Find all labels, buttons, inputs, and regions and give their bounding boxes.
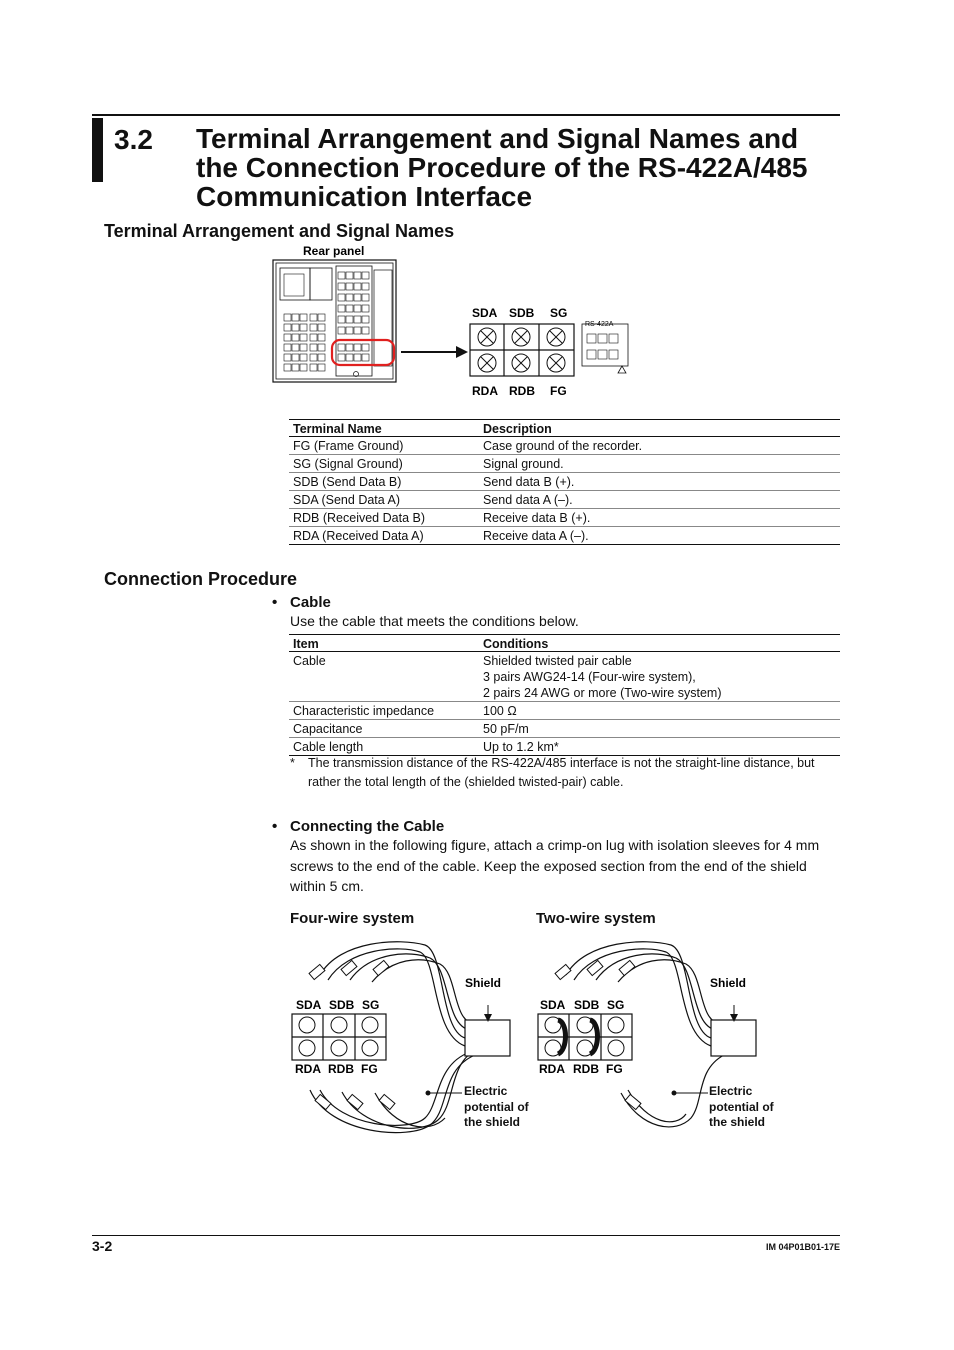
terminal-label-sda: SDA: [472, 306, 498, 320]
connecting-subheading: [272, 818, 444, 835]
table-cell: Receive data A (–).: [479, 527, 840, 545]
table-row: [289, 738, 840, 756]
two-wire-label-sdb: SDB: [574, 998, 600, 1012]
table-cell: SG (Signal Ground): [289, 455, 479, 473]
rear-panel-figure: [268, 240, 638, 400]
terminal-heading: Terminal Arrangement and Signal Names: [104, 221, 455, 241]
table-header: Item: [289, 635, 479, 652]
table-header: Description: [479, 420, 840, 437]
four-wire-shield-label: Shield: [465, 976, 502, 990]
table-cell: Cable: [289, 652, 479, 702]
terminal-label-rdb: RDB: [509, 384, 535, 398]
table-cell: Case ground of the recorder.: [479, 437, 840, 455]
bullet: •: [272, 594, 278, 611]
table-cell: Characteristic impedance: [289, 702, 479, 720]
table-cell: RDB (Received Data B): [289, 509, 479, 527]
page-number: 3-2: [92, 1238, 113, 1254]
table-row: [289, 527, 840, 545]
two-wire-label-fg: FG: [606, 1062, 623, 1076]
terminal-label-rda: RDA: [472, 384, 498, 398]
table-row: [289, 509, 840, 527]
table-cell: Shielded twisted pair cable 3 pairs AWG24-14 (Four-wire system), 2 pairs 24 AWG or more (Two-wire system): [479, 652, 840, 702]
connection-heading: Connection Procedure: [104, 569, 298, 589]
table-cell: 50 pF/m: [479, 720, 840, 738]
terminal-table: [289, 419, 840, 545]
document-id: IM 04P01B01-17E: [765, 1242, 840, 1252]
two-wire-label-sg: SG: [607, 998, 625, 1012]
table-cell: RDA (Received Data A): [289, 527, 479, 545]
four-wire-label-sg: SG: [362, 998, 380, 1012]
table-cell: Send data B (+).: [479, 473, 840, 491]
four-wire-potential-label: Electric potential of the shield: [464, 1084, 529, 1129]
table-cell: Cable length: [289, 738, 479, 756]
section-number: 3.2: [114, 124, 153, 155]
rear-panel-label: Rear panel: [303, 244, 365, 258]
table-row: [289, 473, 840, 491]
two-wire-label-sda: SDA: [540, 998, 566, 1012]
table-row: [289, 702, 840, 720]
table-cell: Receive data B (+).: [479, 509, 840, 527]
footnote-text: The transmission distance of the RS-422A/485 interface is not the straight-line distance, but rather the total length of the (shielded twisted-pair) cable.: [308, 756, 815, 789]
two-wire-shield-label: Shield: [710, 976, 747, 990]
cable-subheading: [272, 594, 331, 611]
terminal-label-sdb: SDB: [509, 306, 535, 320]
table-row: [289, 437, 840, 455]
four-wire-label-rdb: RDB: [328, 1062, 354, 1076]
section-title: Terminal Arrangement and Signal Names and the Connection Procedure of the RS-422A/485 Communication Interface: [196, 123, 808, 212]
table-cell: Capacitance: [289, 720, 479, 738]
rs422a-panel-label: RS-422A: [585, 321, 614, 328]
top-rule: [92, 114, 840, 116]
table-cell: Signal ground.: [479, 455, 840, 473]
table-row: [289, 652, 840, 702]
terminal-label-sg: SG: [550, 306, 568, 320]
section-marker-bar: [92, 118, 103, 182]
warning-icon: [618, 366, 626, 373]
table-cell: SDA (Send Data A): [289, 491, 479, 509]
table-cell: FG (Frame Ground): [289, 437, 479, 455]
table-row: [289, 720, 840, 738]
table-cell: Up to 1.2 km*: [479, 738, 840, 756]
table-row: [289, 491, 840, 509]
connecting-title: Connecting the Cable: [290, 818, 445, 835]
two-wire-title: Two-wire system: [536, 910, 656, 927]
four-wire-label-sda: SDA: [296, 998, 322, 1012]
cable-footnote: [290, 754, 840, 792]
cable-intro: Use the cable that meets the conditions below.: [290, 613, 579, 629]
terminal-label-fg: FG: [550, 384, 567, 398]
four-wire-label-sdb: SDB: [329, 998, 355, 1012]
two-wire-label-rda: RDA: [539, 1062, 565, 1076]
table-header: Terminal Name: [289, 420, 479, 437]
rs422a-panel: [582, 324, 628, 366]
bottom-rule: [92, 1235, 840, 1236]
four-wire-label-fg: FG: [361, 1062, 378, 1076]
bullet: •: [272, 818, 278, 835]
table-header: Conditions: [479, 635, 840, 652]
two-wire-label-rdb: RDB: [573, 1062, 599, 1076]
footnote-mark: *: [290, 756, 295, 770]
two-wire-potential-label: Electric potential of the shield: [709, 1084, 774, 1129]
cable-table: [289, 634, 840, 756]
table-cell: Send data A (–).: [479, 491, 840, 509]
connecting-text: As shown in the following figure, attach a crimp-on lug with isolation sleeves for 4 mm screws to the end of the cable. Keep the exposed section from the end of the shield within 5 cm.: [290, 837, 820, 894]
table-row: [289, 455, 840, 473]
table-cell: SDB (Send Data B): [289, 473, 479, 491]
table-cell: 100 Ω: [479, 702, 840, 720]
cable-title: Cable: [290, 594, 331, 611]
four-wire-label-rda: RDA: [295, 1062, 321, 1076]
four-wire-title: Four-wire system: [290, 910, 415, 927]
